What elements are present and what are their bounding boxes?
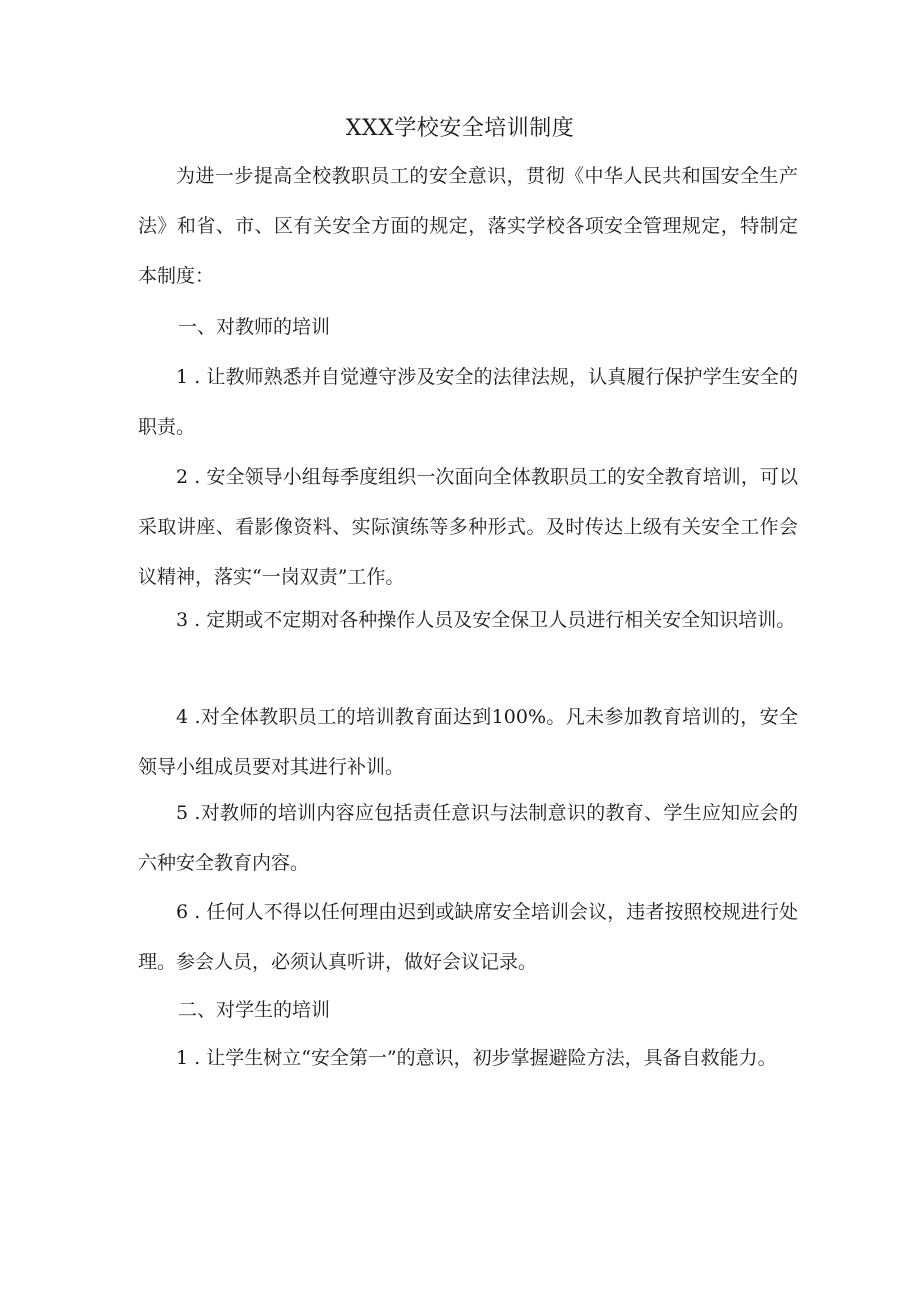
teacher-item-5: 5 .对教师的培训内容应包括责任意识与法制意识的教育、学生应知应会的六种安全教育内容。 <box>138 802 798 874</box>
intro-paragraph: 为进一步提高全校教职员工的安全意识，贯彻《中华人民共和国安全生产法》和省、市、区有关安全方面的规定，落实学校各项安全管理规定，特制定本制度： <box>138 165 798 287</box>
student-item-1: 1 . 让学生树立“安全第一”的意识，初步掌握避险方法，具备自救能力。 <box>176 1047 777 1069</box>
teacher-item-4: 4 .对全体教职员工的培训教育面达到100%。凡未参加教育培训的，安全领导小组成员要对其进行补训。 <box>138 706 798 778</box>
section-heading-teachers: 一、对教师的培训 <box>178 316 331 338</box>
teacher-item-6: 6 . 任何人不得以任何理由迟到或缺席安全培训会议，违者按照校规进行处理。参会人员，必须认真听讲，做好会议记录。 <box>138 901 798 973</box>
teacher-item-3: 3 . 定期或不定期对各种操作人员及安全保卫人员进行相关安全知识培训。 <box>176 609 796 631</box>
section-heading-students: 二、对学生的培训 <box>178 999 331 1021</box>
document-title: XXX学校安全培训制度 <box>345 116 575 141</box>
teacher-item-1: 1 . 让教师熟悉并自觉遵守涉及安全的法律法规，认真履行保护学生安全的职责。 <box>138 366 798 438</box>
teacher-item-2: 2 . 安全领导小组每季度组织一次面向全体教职员工的安全教育培训，可以采取讲座、看影像资料、实际演练等多种形式。及时传达上级有关安全工作会议精神，落实“一岗双责”工作。 <box>138 466 798 588</box>
